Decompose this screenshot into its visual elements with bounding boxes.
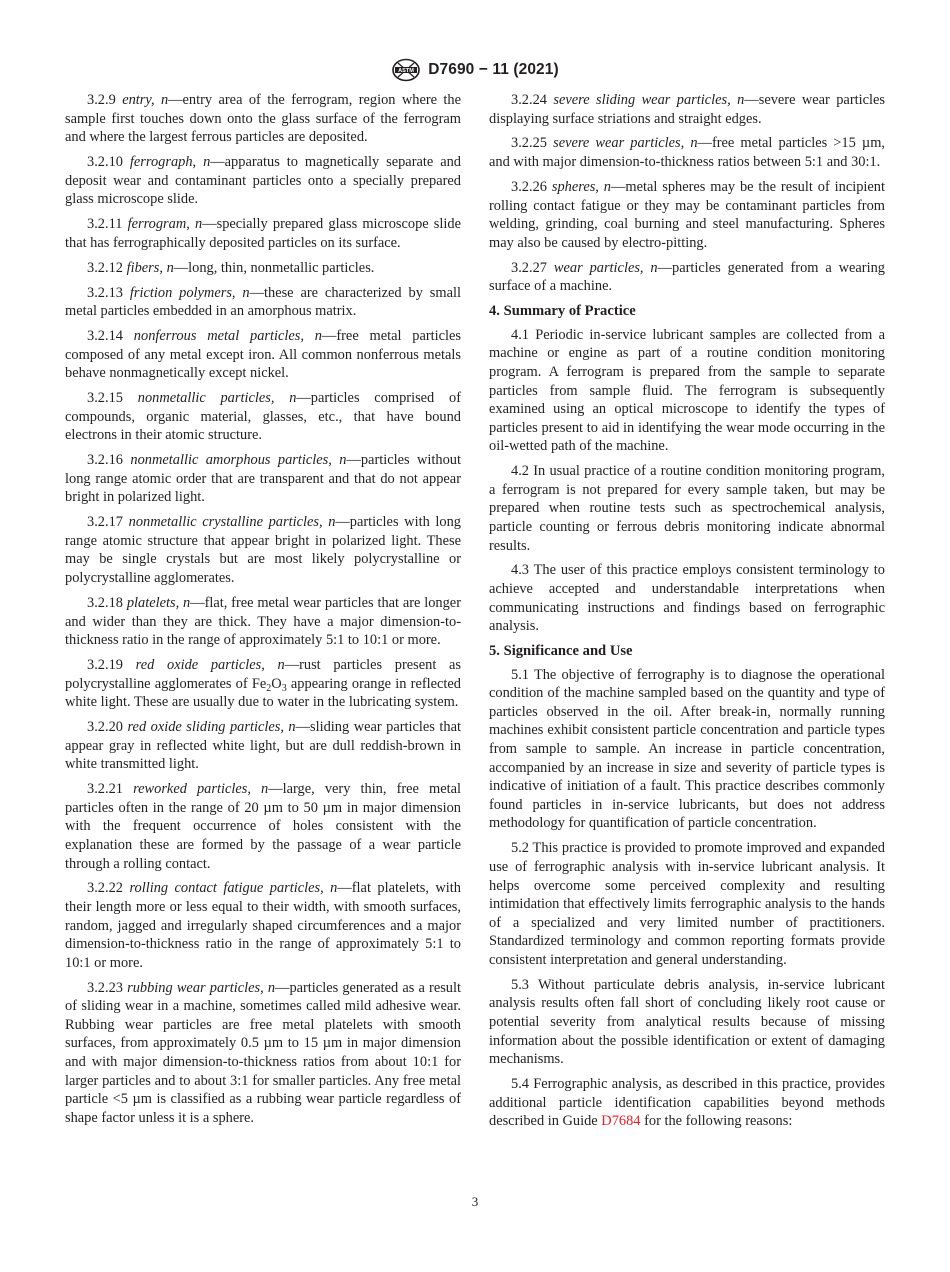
definition-3-2-14: 3.2.14 nonferrous metal particles, n—free metal particles composed of any metal except iron. All common nonferrous metals behave nonmagnetically except nickel. bbox=[65, 328, 462, 382]
definition-3-2-20: 3.2.20 red oxide sliding particles, n—sliding wear particles that appear gray in reflected white light, but are dull reddish-brown in white transmitted light. bbox=[65, 719, 461, 773]
definition-3-2-16: 3.2.16 nonmetallic amorphous particles, n—particles without long range atomic order that are transparent and that do not appear bright in polarized light. bbox=[65, 452, 461, 506]
standard-designation: D7690 − 11 (2021) bbox=[428, 61, 559, 78]
paragraph-4-3: 4.3 The user of this practice employs consistent terminology to achieve accepted and understandable interpretations when communicating instructions and findings based on ferrographic analysis. bbox=[489, 562, 885, 635]
definition-3-2-19: 3.2.19 red oxide particles, n—rust particles present as polycrystalline agglomerates of $Fe_2O_3$ appearing orange in reflected white light. These are usually due to water in the lubricating system. bbox=[65, 657, 461, 711]
definition-3-2-10: 3.2.10 ferrograph, n—apparatus to magnetically separate and deposit wear and contaminant particles onto a specially prepared glass microscope slide. bbox=[65, 154, 461, 208]
definition-3-2-18: 3.2.18 platelets, n—flat, free metal wear particles that are longer and wider than they are thick. They have a major dimension-to-thickness ratio in the range of approximately 5:1 to 10:1 or more. bbox=[65, 594, 461, 649]
definition-3-2-12: 3.2.12 fibers, n—long, thin, nonmetallic particles. bbox=[87, 259, 375, 276]
definition-3-2-17: 3.2.17 nonmetallic crystalline particles, n—particles with long range atomic structure that appear bright in polarized light. These may be single crystals but are most likely polycrystalline or polycrystalline agglomerates. bbox=[65, 514, 461, 587]
paragraph-4-1: 4.1 Periodic in-service lubricant samples are collected from a machine or engine as part of a routine condition monitoring program. A ferrogram is prepared from the sample to separate particles from sample fluid. The ferrogram is subsequently examined using an optical microscope to identify the types of particles present to aid in identifying the wear mode occurring in the oil-wetted path of the machine. bbox=[489, 326, 885, 455]
definition-3-2-26: 3.2.26 spheres, n—metal spheres may be the result of incipient rolling contact fatigue or they may be contaminant particles from welding, grinding, coal burning and steel manufacturing. Spheres may also be caused by electro-pitting. bbox=[489, 178, 885, 251]
chemical-formula: $Fe_2O_3$ bbox=[251, 675, 287, 694]
left-column bbox=[65, 91, 461, 1134]
definition-3-2-13: 3.2.13 friction polymers, n—these are characterized by small metal particles embedded in an amorphous matrix. bbox=[65, 284, 461, 320]
logo-text: ASTM bbox=[398, 68, 415, 75]
section-4-heading: 4. Summary of Practice bbox=[489, 303, 636, 320]
definition-3-2-11: 3.2.11 ferrogram, n—specially prepared glass microscope slide that has ferrographically deposited particles on its surface. bbox=[65, 216, 461, 251]
definition-3-2-27: 3.2.27 wear particles, n—particles generated from a wearing surface of a machine. bbox=[489, 259, 885, 295]
section-5-heading: 5. Significance and Use bbox=[489, 643, 633, 660]
definition-3-2-25: 3.2.25 severe wear particles, n—free metal particles >15 µm, and with major dimension-to-thickness ratios between 5:1 and 30:1. bbox=[489, 135, 885, 171]
astm-logo-icon bbox=[391, 58, 421, 82]
definition-3-2-21: 3.2.21 reworked particles, n—large, very thin, free metal particles often in the range of 20 µm to 50 µm in major dimension with the frequent occurrence of holes consistent with the explanation these are formed by the passage of a wear particle through a rolling contact. bbox=[65, 781, 461, 872]
definition-3-2-23: 3.2.23 rubbing wear particles, n—particles generated as a result of sliding wear in a machine, sometimes called mild adhesive wear. Rubbing wear particles are free metal platelets with smooth surfaces, from approximately 0.5 µm to 15 µm in major dimension and with major dimension-to-thickness ratios from about 10:1 for larger particles and to about 3:1 for smaller particles. Any free metal particle <5 µm is classified as a rubbing wear particle regardless of shape factor unless it is a sphere. bbox=[65, 979, 461, 1126]
paragraph-5-2: 5.2 This practice is provided to promote improved and expanded use of ferrographic analysis with in-service lubricant analysis. It helps overcome some perceived complexity and resulting intimidation that effectively limits ferrographic analysis to the hands of a specialized and very limited number of practitioners. Standardized terminology and common reporting formats provide consistent interpretation and general understanding. bbox=[489, 840, 885, 968]
definition-3-2-15: 3.2.15 nonmetallic particles, n—particles comprised of compounds, organic material, glasses, etc., that have bound electrons in their atomic structure. bbox=[65, 390, 462, 444]
page-header bbox=[0, 57, 950, 83]
guide-d7684-link[interactable]: D7684 bbox=[601, 1113, 641, 1130]
paragraph-5-4: 5.4 Ferrographic analysis, as described in this practice, provides additional particle identification capabilities beyond methods described in Guide D7684 for the following reasons: bbox=[489, 1076, 885, 1130]
definition-3-2-24: 3.2.24 severe sliding wear particles, n—severe wear particles displaying surface striations and straight edges. bbox=[489, 92, 885, 127]
right-column bbox=[489, 91, 885, 1137]
definition-3-2-22: 3.2.22 rolling contact fatigue particles, n—flat platelets, with their length more or less equal to their width, with smooth surfaces, random, jagged and irregularly shaped circumferences and a major dimension-to-thickness ratio in the range of approximately 5:1 to 10:1 or more. bbox=[65, 880, 461, 971]
paragraph-5-1: 5.1 The objective of ferrography is to diagnose the operational condition of the machine sampled based on the quantity and type of particles observed in the oil. After break-in, normally running machines exhibit consistent particle concentration and particle types from sample to sample. An increase in particle concentration, accompanied by an increase in size and severity of particle types is indicative of initiation of a fault. This practice describes commonly found particles in in-service lubricants, but does not address methodology for quantification of particle concentration. bbox=[489, 666, 885, 832]
paragraph-4-2: 4.2 In usual practice of a routine condition monitoring program, a ferrogram is not prepared for every sample taken, but may be prepared when routine tests such as spectrochemical analysis, particle counting or ferrous debris monitoring indicate abnormal results. bbox=[489, 463, 885, 554]
paragraph-5-3: 5.3 Without particulate debris analysis, in-service lubricant analysis results often fall short of concluding likely root cause or potential severity from analytical results because of missing information about the possible identification or extent of damaging mechanisms. bbox=[489, 976, 885, 1068]
definition-3-2-9: 3.2.9 entry, n—entry area of the ferrogram, region where the sample first touches down onto the glass surface of the ferrogram and where the largest ferrous particles are deposited. bbox=[65, 92, 461, 146]
page-number: 3 bbox=[471, 1194, 479, 1209]
